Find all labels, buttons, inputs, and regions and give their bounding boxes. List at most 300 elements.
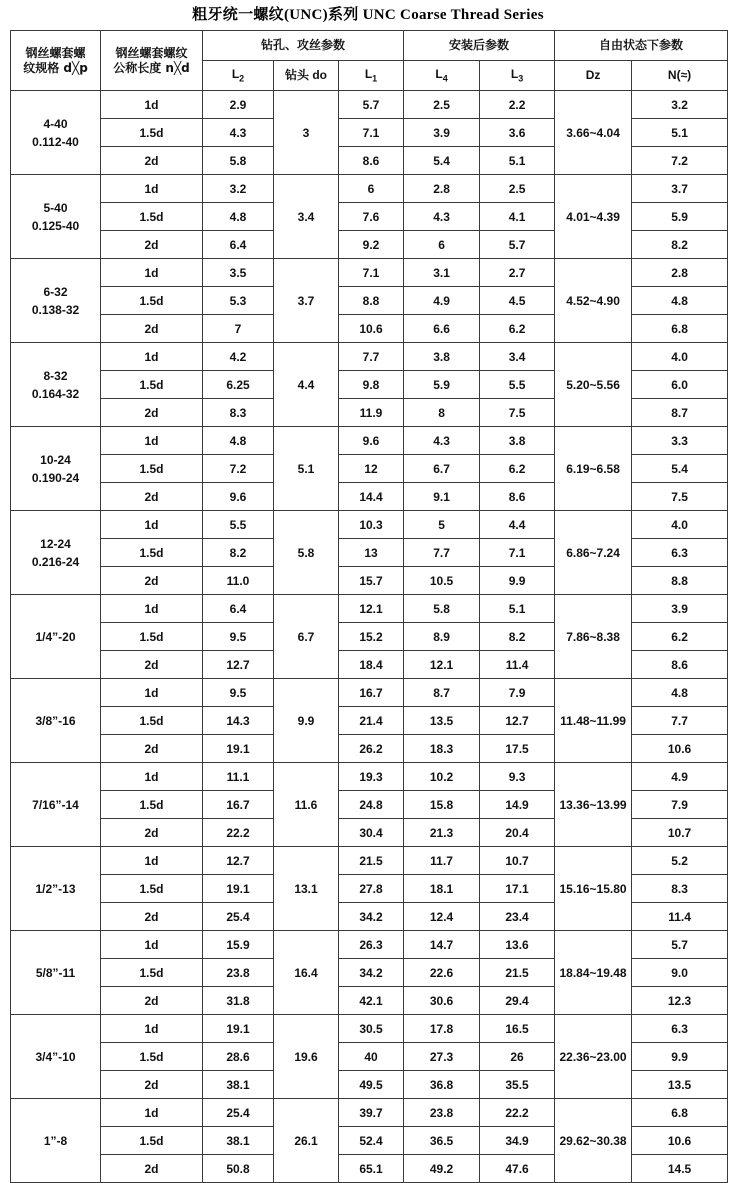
header-group-free-state: 自由状态下参数 xyxy=(555,31,728,61)
cell-n: 9.0 xyxy=(632,959,728,987)
cell-l2: 16.7 xyxy=(203,791,274,819)
cell-l1: 34.2 xyxy=(339,903,404,931)
cell-nominal-length: 2d xyxy=(101,987,203,1015)
cell-l2: 8.3 xyxy=(203,399,274,427)
cell-l2: 6.25 xyxy=(203,371,274,399)
cell-n: 4.0 xyxy=(632,343,728,371)
cell-n: 6.2 xyxy=(632,623,728,651)
cell-l3: 4.1 xyxy=(480,203,555,231)
cell-l3: 3.4 xyxy=(480,343,555,371)
cell-l2: 23.8 xyxy=(203,959,274,987)
cell-l2: 50.8 xyxy=(203,1155,274,1183)
header-group-installed: 安装后参数 xyxy=(404,31,555,61)
cell-l2: 19.1 xyxy=(203,875,274,903)
cell-n: 8.2 xyxy=(632,231,728,259)
thread-spec-line1: 5-40 xyxy=(43,200,68,215)
cell-l2: 4.2 xyxy=(203,343,274,371)
thread-spec-line1: 4-40 xyxy=(43,116,68,131)
cell-l3: 6.2 xyxy=(480,315,555,343)
cell-l2: 15.9 xyxy=(203,931,274,959)
thread-spec-line1: 8-32 xyxy=(43,368,68,383)
cell-l3: 5.1 xyxy=(480,147,555,175)
thread-spec-line1: 5/8”-11 xyxy=(35,965,76,980)
cell-l4: 12.4 xyxy=(404,903,480,931)
cell-dz: 3.66~4.04 xyxy=(555,91,632,175)
cell-l1: 26.3 xyxy=(339,931,404,959)
cell-l4: 3.8 xyxy=(404,343,480,371)
cell-l2: 5.8 xyxy=(203,147,274,175)
cell-n: 4.9 xyxy=(632,763,728,791)
cell-l3: 17.5 xyxy=(480,735,555,763)
cell-nominal-length: 1.5d xyxy=(101,539,203,567)
cell-l2: 38.1 xyxy=(203,1071,274,1099)
cell-n: 5.7 xyxy=(632,931,728,959)
table-row xyxy=(11,427,728,455)
cell-thread-spec xyxy=(11,343,101,427)
cell-thread-spec xyxy=(11,427,101,511)
cell-l3: 2.5 xyxy=(480,175,555,203)
cell-nominal-length: 1.5d xyxy=(101,455,203,483)
header-col-n: N(≈) xyxy=(632,61,728,91)
cell-l4: 6.7 xyxy=(404,455,480,483)
cell-l4: 8 xyxy=(404,399,480,427)
table-row xyxy=(11,259,728,287)
cell-l1: 30.5 xyxy=(339,1015,404,1043)
cell-l2: 11.1 xyxy=(203,763,274,791)
cell-thread-spec xyxy=(11,175,101,259)
cell-l2: 4.8 xyxy=(203,203,274,231)
cell-l2: 22.2 xyxy=(203,819,274,847)
cell-n: 8.8 xyxy=(632,567,728,595)
cell-l4: 10.2 xyxy=(404,763,480,791)
cell-l2: 7.2 xyxy=(203,455,274,483)
cell-l1: 6 xyxy=(339,175,404,203)
cell-l1: 9.2 xyxy=(339,231,404,259)
cell-n: 11.4 xyxy=(632,903,728,931)
cell-thread-spec xyxy=(11,595,101,679)
cell-l1: 21.5 xyxy=(339,847,404,875)
cell-l1: 15.7 xyxy=(339,567,404,595)
cell-dz: 7.86~8.38 xyxy=(555,595,632,679)
cell-l4: 5.9 xyxy=(404,371,480,399)
cell-l1: 14.4 xyxy=(339,483,404,511)
cell-l3: 8.2 xyxy=(480,623,555,651)
cell-l3: 5.7 xyxy=(480,231,555,259)
header-col-l3-subscript: 3 xyxy=(518,73,524,84)
cell-n: 10.6 xyxy=(632,735,728,763)
cell-dz: 18.84~19.48 xyxy=(555,931,632,1015)
table-header xyxy=(11,31,728,91)
cell-l1: 11.9 xyxy=(339,399,404,427)
cell-nominal-length: 2d xyxy=(101,651,203,679)
cell-l1: 10.3 xyxy=(339,511,404,539)
cell-dz: 22.36~23.00 xyxy=(555,1015,632,1099)
cell-nominal-length: 1d xyxy=(101,931,203,959)
cell-n: 7.2 xyxy=(632,147,728,175)
cell-l1: 19.3 xyxy=(339,763,404,791)
cell-l1: 8.6 xyxy=(339,147,404,175)
cell-l3: 2.7 xyxy=(480,259,555,287)
header-col-l2: $L_2$ xyxy=(203,61,274,91)
cell-l4: 5 xyxy=(404,511,480,539)
cell-nominal-length: 1.5d xyxy=(101,791,203,819)
cell-l1: 39.7 xyxy=(339,1099,404,1127)
cell-n: 5.1 xyxy=(632,119,728,147)
cell-l3: 29.4 xyxy=(480,987,555,1015)
cell-n: 14.5 xyxy=(632,1155,728,1183)
cell-drill-do: 3 xyxy=(274,91,339,175)
cell-n: 4.0 xyxy=(632,511,728,539)
cell-l2: 3.2 xyxy=(203,175,274,203)
cell-n: 6.3 xyxy=(632,539,728,567)
cell-l2: 6.4 xyxy=(203,595,274,623)
header-row-groups xyxy=(11,31,728,61)
cell-nominal-length: 2d xyxy=(101,903,203,931)
thread-spec-line2: 0.190-24 xyxy=(31,470,80,485)
cell-n: 13.5 xyxy=(632,1071,728,1099)
table-row xyxy=(11,1015,728,1043)
cell-n: 4.8 xyxy=(632,287,728,315)
cell-n: 5.4 xyxy=(632,455,728,483)
cell-l3: 9.3 xyxy=(480,763,555,791)
cell-l4: 30.6 xyxy=(404,987,480,1015)
cell-n: 9.9 xyxy=(632,1043,728,1071)
cell-l1: 10.6 xyxy=(339,315,404,343)
cell-nominal-length: 1d xyxy=(101,1015,203,1043)
thread-spec-line1: 3/4”-10 xyxy=(35,1049,76,1064)
cell-l4: 36.5 xyxy=(404,1127,480,1155)
cell-l1: 24.8 xyxy=(339,791,404,819)
cell-nominal-length: 1d xyxy=(101,679,203,707)
cell-n: 8.6 xyxy=(632,651,728,679)
cell-l3: 6.2 xyxy=(480,455,555,483)
cell-l2: 9.5 xyxy=(203,679,274,707)
cell-l2: 31.8 xyxy=(203,987,274,1015)
cell-l1: 52.4 xyxy=(339,1127,404,1155)
cell-l4: 2.5 xyxy=(404,91,480,119)
thread-spec-line1: 1/4”-20 xyxy=(35,629,76,644)
thread-spec-line2: 0.164-32 xyxy=(31,386,80,401)
cell-nominal-length: 2d xyxy=(101,399,203,427)
cell-l2: 12.7 xyxy=(203,651,274,679)
cell-n: 3.2 xyxy=(632,91,728,119)
cell-l4: 4.3 xyxy=(404,203,480,231)
header-nominal-length xyxy=(101,31,203,91)
cell-l4: 18.1 xyxy=(404,875,480,903)
cell-l1: 12.1 xyxy=(339,595,404,623)
cell-l2: 2.9 xyxy=(203,91,274,119)
cell-l2: 11.0 xyxy=(203,567,274,595)
cell-l1: 65.1 xyxy=(339,1155,404,1183)
cell-n: 7.5 xyxy=(632,483,728,511)
header-col-l2-subscript: 2 xyxy=(239,73,245,84)
cell-thread-spec xyxy=(11,847,101,931)
cell-l1: 9.6 xyxy=(339,427,404,455)
cell-thread-spec xyxy=(11,679,101,763)
cell-nominal-length: 1.5d xyxy=(101,623,203,651)
cell-l3: 22.2 xyxy=(480,1099,555,1127)
cell-nominal-length: 2d xyxy=(101,231,203,259)
header-nominal-length-line2: 公称长度 n╳d xyxy=(113,60,190,75)
cell-n: 10.7 xyxy=(632,819,728,847)
cell-nominal-length: 1.5d xyxy=(101,371,203,399)
cell-n: 7.9 xyxy=(632,791,728,819)
cell-l1: 21.4 xyxy=(339,707,404,735)
cell-l1: 27.8 xyxy=(339,875,404,903)
table-row xyxy=(11,763,728,791)
cell-nominal-length: 2d xyxy=(101,819,203,847)
cell-l2: 19.1 xyxy=(203,735,274,763)
cell-nominal-length: 2d xyxy=(101,147,203,175)
cell-l3: 3.6 xyxy=(480,119,555,147)
cell-dz: 29.62~30.38 xyxy=(555,1099,632,1183)
cell-l4: 6 xyxy=(404,231,480,259)
cell-l2: 19.1 xyxy=(203,1015,274,1043)
cell-nominal-length: 1d xyxy=(101,259,203,287)
cell-nominal-length: 2d xyxy=(101,1071,203,1099)
cell-l3: 21.5 xyxy=(480,959,555,987)
thread-spec-line1: 12-24 xyxy=(40,536,71,551)
cell-l2: 4.3 xyxy=(203,119,274,147)
cell-l2: 8.2 xyxy=(203,539,274,567)
cell-drill-do: 3.7 xyxy=(274,259,339,343)
cell-nominal-length: 1.5d xyxy=(101,203,203,231)
cell-l4: 12.1 xyxy=(404,651,480,679)
cell-drill-do: 11.6 xyxy=(274,763,339,847)
cell-l3: 11.4 xyxy=(480,651,555,679)
cell-n: 8.3 xyxy=(632,875,728,903)
cell-l4: 13.5 xyxy=(404,707,480,735)
header-col-drill-do: 钻头 do xyxy=(274,61,339,91)
cell-dz: 11.48~11.99 xyxy=(555,679,632,763)
header-thread-spec-line2: 纹规格 d╳p xyxy=(23,60,88,75)
cell-l2: 38.1 xyxy=(203,1127,274,1155)
cell-nominal-length: 1.5d xyxy=(101,707,203,735)
thread-spec-line1: 10-24 xyxy=(40,452,71,467)
header-col-l1-subscript: 1 xyxy=(372,73,378,84)
cell-l3: 12.7 xyxy=(480,707,555,735)
cell-thread-spec xyxy=(11,1015,101,1099)
thread-spec-line2: 0.125-40 xyxy=(31,218,80,233)
cell-l4: 36.8 xyxy=(404,1071,480,1099)
cell-nominal-length: 2d xyxy=(101,483,203,511)
thread-spec-line1: 6-32 xyxy=(43,284,68,299)
cell-n: 3.3 xyxy=(632,427,728,455)
cell-l2: 25.4 xyxy=(203,903,274,931)
cell-l2: 14.3 xyxy=(203,707,274,735)
cell-n: 4.8 xyxy=(632,679,728,707)
cell-l1: 30.4 xyxy=(339,819,404,847)
cell-dz: 4.52~4.90 xyxy=(555,259,632,343)
cell-l1: 15.2 xyxy=(339,623,404,651)
cell-nominal-length: 1d xyxy=(101,595,203,623)
thread-spec-line1: 1/2”-13 xyxy=(35,881,76,896)
cell-n: 3.7 xyxy=(632,175,728,203)
cell-l4: 6.6 xyxy=(404,315,480,343)
thread-spec-line2: 0.138-32 xyxy=(31,302,80,317)
cell-drill-do: 19.6 xyxy=(274,1015,339,1099)
cell-l1: 13 xyxy=(339,539,404,567)
cell-nominal-length: 2d xyxy=(101,567,203,595)
cell-l2: 9.6 xyxy=(203,483,274,511)
cell-l1: 9.8 xyxy=(339,371,404,399)
cell-l1: 16.7 xyxy=(339,679,404,707)
cell-l2: 12.7 xyxy=(203,847,274,875)
cell-l3: 10.7 xyxy=(480,847,555,875)
cell-dz: 4.01~4.39 xyxy=(555,175,632,259)
cell-nominal-length: 1d xyxy=(101,847,203,875)
cell-n: 7.7 xyxy=(632,707,728,735)
cell-l4: 7.7 xyxy=(404,539,480,567)
cell-dz: 5.20~5.56 xyxy=(555,343,632,427)
header-group-drilling: 钻孔、攻丝参数 xyxy=(203,31,404,61)
cell-drill-do: 5.8 xyxy=(274,511,339,595)
table-row xyxy=(11,1099,728,1127)
cell-n: 6.8 xyxy=(632,1099,728,1127)
cell-nominal-length: 1d xyxy=(101,1099,203,1127)
cell-l4: 4.3 xyxy=(404,427,480,455)
cell-n: 5.9 xyxy=(632,203,728,231)
cell-l1: 5.7 xyxy=(339,91,404,119)
cell-l4: 17.8 xyxy=(404,1015,480,1043)
cell-l4: 15.8 xyxy=(404,791,480,819)
cell-nominal-length: 1.5d xyxy=(101,959,203,987)
cell-drill-do: 4.4 xyxy=(274,343,339,427)
cell-nominal-length: 2d xyxy=(101,1155,203,1183)
cell-n: 6.3 xyxy=(632,1015,728,1043)
cell-n: 6.8 xyxy=(632,315,728,343)
cell-l3: 16.5 xyxy=(480,1015,555,1043)
cell-nominal-length: 1d xyxy=(101,511,203,539)
cell-nominal-length: 1d xyxy=(101,91,203,119)
cell-nominal-length: 1.5d xyxy=(101,1127,203,1155)
header-col-l4-subscript: 4 xyxy=(442,73,448,84)
cell-l2: 5.5 xyxy=(203,511,274,539)
unc-coarse-thread-table xyxy=(10,30,728,1183)
cell-l3: 9.9 xyxy=(480,567,555,595)
cell-nominal-length: 1d xyxy=(101,175,203,203)
thread-spec-line2: 0.112-40 xyxy=(32,134,79,149)
cell-l3: 47.6 xyxy=(480,1155,555,1183)
cell-l3: 3.8 xyxy=(480,427,555,455)
cell-l2: 7 xyxy=(203,315,274,343)
cell-thread-spec xyxy=(11,763,101,847)
table-row xyxy=(11,511,728,539)
thread-spec-line1: 3/8”-16 xyxy=(35,713,76,728)
thread-spec-line1: 1”-8 xyxy=(43,1133,68,1148)
cell-l2: 28.6 xyxy=(203,1043,274,1071)
cell-l4: 22.6 xyxy=(404,959,480,987)
cell-thread-spec xyxy=(11,931,101,1015)
cell-l3: 7.1 xyxy=(480,539,555,567)
cell-l1: 7.1 xyxy=(339,119,404,147)
header-thread-spec xyxy=(11,31,101,91)
cell-l4: 27.3 xyxy=(404,1043,480,1071)
cell-drill-do: 26.1 xyxy=(274,1099,339,1183)
cell-l4: 8.9 xyxy=(404,623,480,651)
cell-thread-spec xyxy=(11,511,101,595)
cell-dz: 15.16~15.80 xyxy=(555,847,632,931)
cell-l2: 3.5 xyxy=(203,259,274,287)
cell-l4: 5.4 xyxy=(404,147,480,175)
cell-nominal-length: 1.5d xyxy=(101,287,203,315)
table-row xyxy=(11,595,728,623)
cell-l4: 49.2 xyxy=(404,1155,480,1183)
cell-l3: 4.4 xyxy=(480,511,555,539)
cell-dz: 13.36~13.99 xyxy=(555,763,632,847)
cell-n: 2.8 xyxy=(632,259,728,287)
cell-nominal-length: 2d xyxy=(101,315,203,343)
cell-n: 8.7 xyxy=(632,399,728,427)
cell-l3: 17.1 xyxy=(480,875,555,903)
cell-l4: 4.9 xyxy=(404,287,480,315)
cell-drill-do: 3.4 xyxy=(274,175,339,259)
header-thread-spec-line1: 钢丝螺套螺 xyxy=(25,45,86,60)
cell-thread-spec xyxy=(11,91,101,175)
cell-l3: 14.9 xyxy=(480,791,555,819)
cell-l2: 5.3 xyxy=(203,287,274,315)
header-col-l4: $L_4$ xyxy=(404,61,480,91)
cell-l3: 4.5 xyxy=(480,287,555,315)
cell-l1: 34.2 xyxy=(339,959,404,987)
cell-l3: 5.5 xyxy=(480,371,555,399)
cell-l4: 9.1 xyxy=(404,483,480,511)
cell-l1: 7.6 xyxy=(339,203,404,231)
header-col-l1: $L_1$ xyxy=(339,61,404,91)
cell-thread-spec xyxy=(11,259,101,343)
header-col-l3: $L_3$ xyxy=(480,61,555,91)
cell-l3: 2.2 xyxy=(480,91,555,119)
cell-l1: 42.1 xyxy=(339,987,404,1015)
cell-l3: 23.4 xyxy=(480,903,555,931)
cell-l2: 4.8 xyxy=(203,427,274,455)
cell-l3: 35.5 xyxy=(480,1071,555,1099)
cell-l4: 5.8 xyxy=(404,595,480,623)
cell-l4: 21.3 xyxy=(404,819,480,847)
cell-nominal-length: 1.5d xyxy=(101,119,203,147)
header-col-dz: Dz xyxy=(555,61,632,91)
table-row xyxy=(11,175,728,203)
cell-l4: 11.7 xyxy=(404,847,480,875)
cell-l1: 7.1 xyxy=(339,259,404,287)
cell-l3: 7.9 xyxy=(480,679,555,707)
cell-nominal-length: 1.5d xyxy=(101,1043,203,1071)
cell-n: 10.6 xyxy=(632,1127,728,1155)
cell-l4: 18.3 xyxy=(404,735,480,763)
cell-l4: 2.8 xyxy=(404,175,480,203)
cell-l3: 20.4 xyxy=(480,819,555,847)
cell-l4: 10.5 xyxy=(404,567,480,595)
cell-l2: 6.4 xyxy=(203,231,274,259)
cell-thread-spec xyxy=(11,1099,101,1183)
cell-l4: 3.9 xyxy=(404,119,480,147)
cell-dz: 6.86~7.24 xyxy=(555,511,632,595)
cell-nominal-length: 1d xyxy=(101,763,203,791)
cell-l1: 7.7 xyxy=(339,343,404,371)
table-row xyxy=(11,931,728,959)
cell-l1: 12 xyxy=(339,455,404,483)
cell-l3: 5.1 xyxy=(480,595,555,623)
thread-spec-line1: 7/16”-14 xyxy=(32,797,79,812)
cell-l4: 8.7 xyxy=(404,679,480,707)
cell-drill-do: 13.1 xyxy=(274,847,339,931)
cell-l3: 34.9 xyxy=(480,1127,555,1155)
table-row xyxy=(11,343,728,371)
thread-spec-line2: 0.216-24 xyxy=(31,554,80,569)
table-row xyxy=(11,679,728,707)
cell-l4: 23.8 xyxy=(404,1099,480,1127)
cell-n: 5.2 xyxy=(632,847,728,875)
